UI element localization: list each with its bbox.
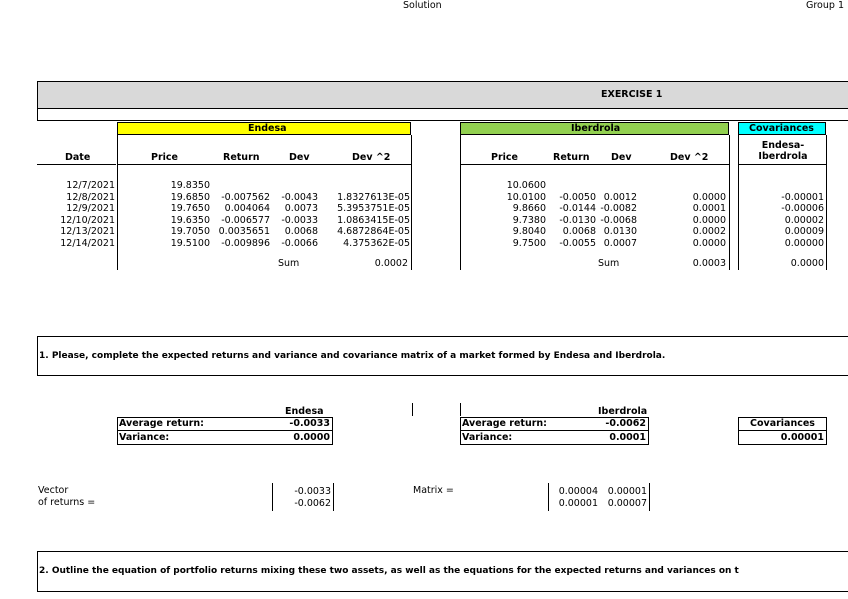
endesa-dev-cell: -0.0043 — [281, 191, 318, 203]
matrix-r2c1: 0.00001 — [558, 498, 598, 509]
iberdrola-return-cell: -0.0144 — [559, 203, 596, 214]
page-header-right: Group 1 — [806, 0, 844, 11]
iberdrola-return-cell: -0.0055 — [559, 237, 596, 249]
iberdrola-price-cell: 10.0600 — [506, 180, 546, 191]
iberdrola-avg-label: Average return: — [462, 418, 547, 429]
endesa-return-cell: -0.007562 — [221, 191, 270, 203]
iberdrola-price-cell: 10.0100 — [506, 191, 546, 203]
matrix-label: Matrix = — [413, 485, 454, 496]
endesa-dev2-cell: 1.0863415E-05 — [337, 214, 410, 226]
endesa-price-cell: 19.7050 — [170, 226, 210, 237]
iberdrola-return-cell: -0.0050 — [559, 191, 596, 203]
iberdrola-dev-cell: -0.0068 — [600, 214, 637, 226]
endesa-price-cell: 19.7650 — [170, 203, 210, 214]
table-row — [0, 180, 848, 192]
col-return-iberdrola: Return — [553, 152, 590, 163]
covariance-cell: -0.00001 — [781, 191, 824, 203]
endesa-price-cell: 19.5100 — [170, 237, 210, 249]
endesa-return-cell: 0.004064 — [224, 203, 270, 214]
endesa-return-cell: -0.006577 — [221, 214, 270, 226]
col-price-iberdrola: Price — [491, 152, 518, 163]
endesa-avg-value: -0.0033 — [289, 418, 330, 429]
table-row — [0, 215, 848, 227]
date-cell: 12/14/2021 — [60, 237, 115, 249]
iberdrola-title: Iberdrola — [571, 123, 621, 134]
table-row — [0, 192, 848, 204]
endesa-dev-cell: -0.0066 — [281, 237, 318, 249]
exercise-banner — [37, 81, 848, 109]
summary-iberdrola-title: Iberdrola — [598, 406, 648, 417]
endesa-sum-label: Sum — [278, 258, 300, 269]
endesa-price-cell: 19.8350 — [170, 180, 210, 191]
covariances-sum-value: 0.0000 — [790, 258, 824, 269]
col-dev2-iberdrola: Dev ^2 — [670, 152, 709, 163]
table-row — [0, 238, 848, 250]
iberdrola-var-value: 0.0001 — [609, 432, 646, 443]
endesa-dev-cell: 0.0073 — [284, 203, 318, 214]
exercise-title: EXERCISE 1 — [601, 89, 663, 100]
iberdrola-dev2-cell: 0.0001 — [692, 203, 726, 214]
col-price-endesa: Price — [151, 152, 178, 163]
endesa-dev2-cell: 5.3953751E-05 — [337, 203, 410, 214]
endesa-sum-value: 0.0002 — [374, 258, 408, 269]
iberdrola-price-cell: 9.8660 — [512, 203, 546, 214]
endesa-dev-cell: -0.0033 — [281, 214, 318, 226]
col-date: Date — [65, 152, 91, 163]
iberdrola-price-cell: 9.7380 — [512, 214, 546, 226]
iberdrola-dev2-cell: 0.0000 — [692, 237, 726, 249]
endesa-price-cell: 19.6350 — [170, 214, 210, 226]
iberdrola-dev-cell: 0.0007 — [603, 237, 637, 249]
vector-label-1: Vector — [38, 485, 69, 496]
question2-text: 2. Outline the equation of portfolio returns mixing these two assets, as well as the equations for the expected returns and variances on t — [39, 566, 739, 576]
col-cov-line2: Iberdrola — [758, 151, 808, 162]
iberdrola-return-cell: 0.0068 — [562, 226, 596, 237]
matrix-r1c2: 0.00001 — [607, 486, 647, 497]
iberdrola-sum-value: 0.0003 — [692, 258, 726, 269]
page-header-center: Solution — [403, 0, 442, 11]
table-row — [0, 226, 848, 238]
iberdrola-dev-cell: 0.0012 — [603, 191, 637, 203]
endesa-title: Endesa — [248, 123, 287, 134]
endesa-price-cell: 19.6850 — [170, 191, 210, 203]
matrix-r1c1: 0.00004 — [558, 486, 598, 497]
cov-summary-title: Covariances — [750, 418, 815, 429]
endesa-avg-label: Average return: — [119, 418, 204, 429]
iberdrola-dev2-cell: 0.0000 — [692, 214, 726, 226]
iberdrola-dev-cell: -0.0082 — [600, 203, 637, 214]
col-dev2-endesa: Dev ^2 — [352, 152, 391, 163]
iberdrola-avg-value: -0.0062 — [605, 418, 646, 429]
covariance-cell: 0.00002 — [784, 214, 824, 226]
endesa-var-value: 0.0000 — [293, 432, 330, 443]
question1-text: 1. Please, complete the expected returns and variance and covariance matrix of a market formed by Endesa and Iberdrola. — [39, 351, 666, 361]
matrix-r2c2: 0.00007 — [607, 498, 647, 509]
table-row — [0, 203, 848, 215]
cov-summary-value: 0.00001 — [780, 432, 824, 443]
iberdrola-dev-cell: 0.0130 — [603, 226, 637, 237]
iberdrola-return-cell: -0.0130 — [559, 214, 596, 226]
summary-endesa-title: Endesa — [285, 406, 324, 417]
date-cell: 12/7/2021 — [66, 180, 115, 191]
covariance-cell: 0.00009 — [784, 226, 824, 237]
iberdrola-var-label: Variance: — [462, 432, 513, 443]
date-cell: 12/13/2021 — [60, 226, 115, 237]
vector-value-2: -0.0062 — [294, 498, 331, 509]
endesa-return-cell: -0.009896 — [221, 237, 270, 249]
iberdrola-price-cell: 9.7500 — [512, 237, 546, 249]
endesa-dev2-cell: 1.8327613E-05 — [337, 191, 410, 203]
iberdrola-sum-label: Sum — [598, 258, 620, 269]
endesa-dev2-cell: 4.6872864E-05 — [337, 226, 410, 237]
iberdrola-dev2-cell: 0.0002 — [692, 226, 726, 237]
col-cov-line1: Endesa- — [761, 140, 805, 151]
endesa-dev-cell: 0.0068 — [284, 226, 318, 237]
covariances-title: Covariances — [749, 123, 814, 134]
col-dev-endesa: Dev — [289, 152, 310, 163]
vector-value-1: -0.0033 — [294, 486, 331, 497]
covariance-cell: -0.00006 — [781, 203, 824, 214]
col-return-endesa: Return — [223, 152, 260, 163]
date-cell: 12/10/2021 — [60, 214, 115, 226]
col-dev-iberdrola: Dev — [611, 152, 632, 163]
date-cell: 12/9/2021 — [66, 203, 115, 214]
vector-label-2: of returns = — [38, 497, 96, 508]
iberdrola-dev2-cell: 0.0000 — [692, 191, 726, 203]
iberdrola-price-cell: 9.8040 — [512, 226, 546, 237]
endesa-dev2-cell: 4.375362E-05 — [343, 237, 410, 249]
covariance-cell: 0.00000 — [784, 237, 824, 249]
endesa-return-cell: 0.0035651 — [218, 226, 270, 237]
endesa-var-label: Variance: — [119, 432, 170, 443]
date-cell: 12/8/2021 — [66, 191, 115, 203]
